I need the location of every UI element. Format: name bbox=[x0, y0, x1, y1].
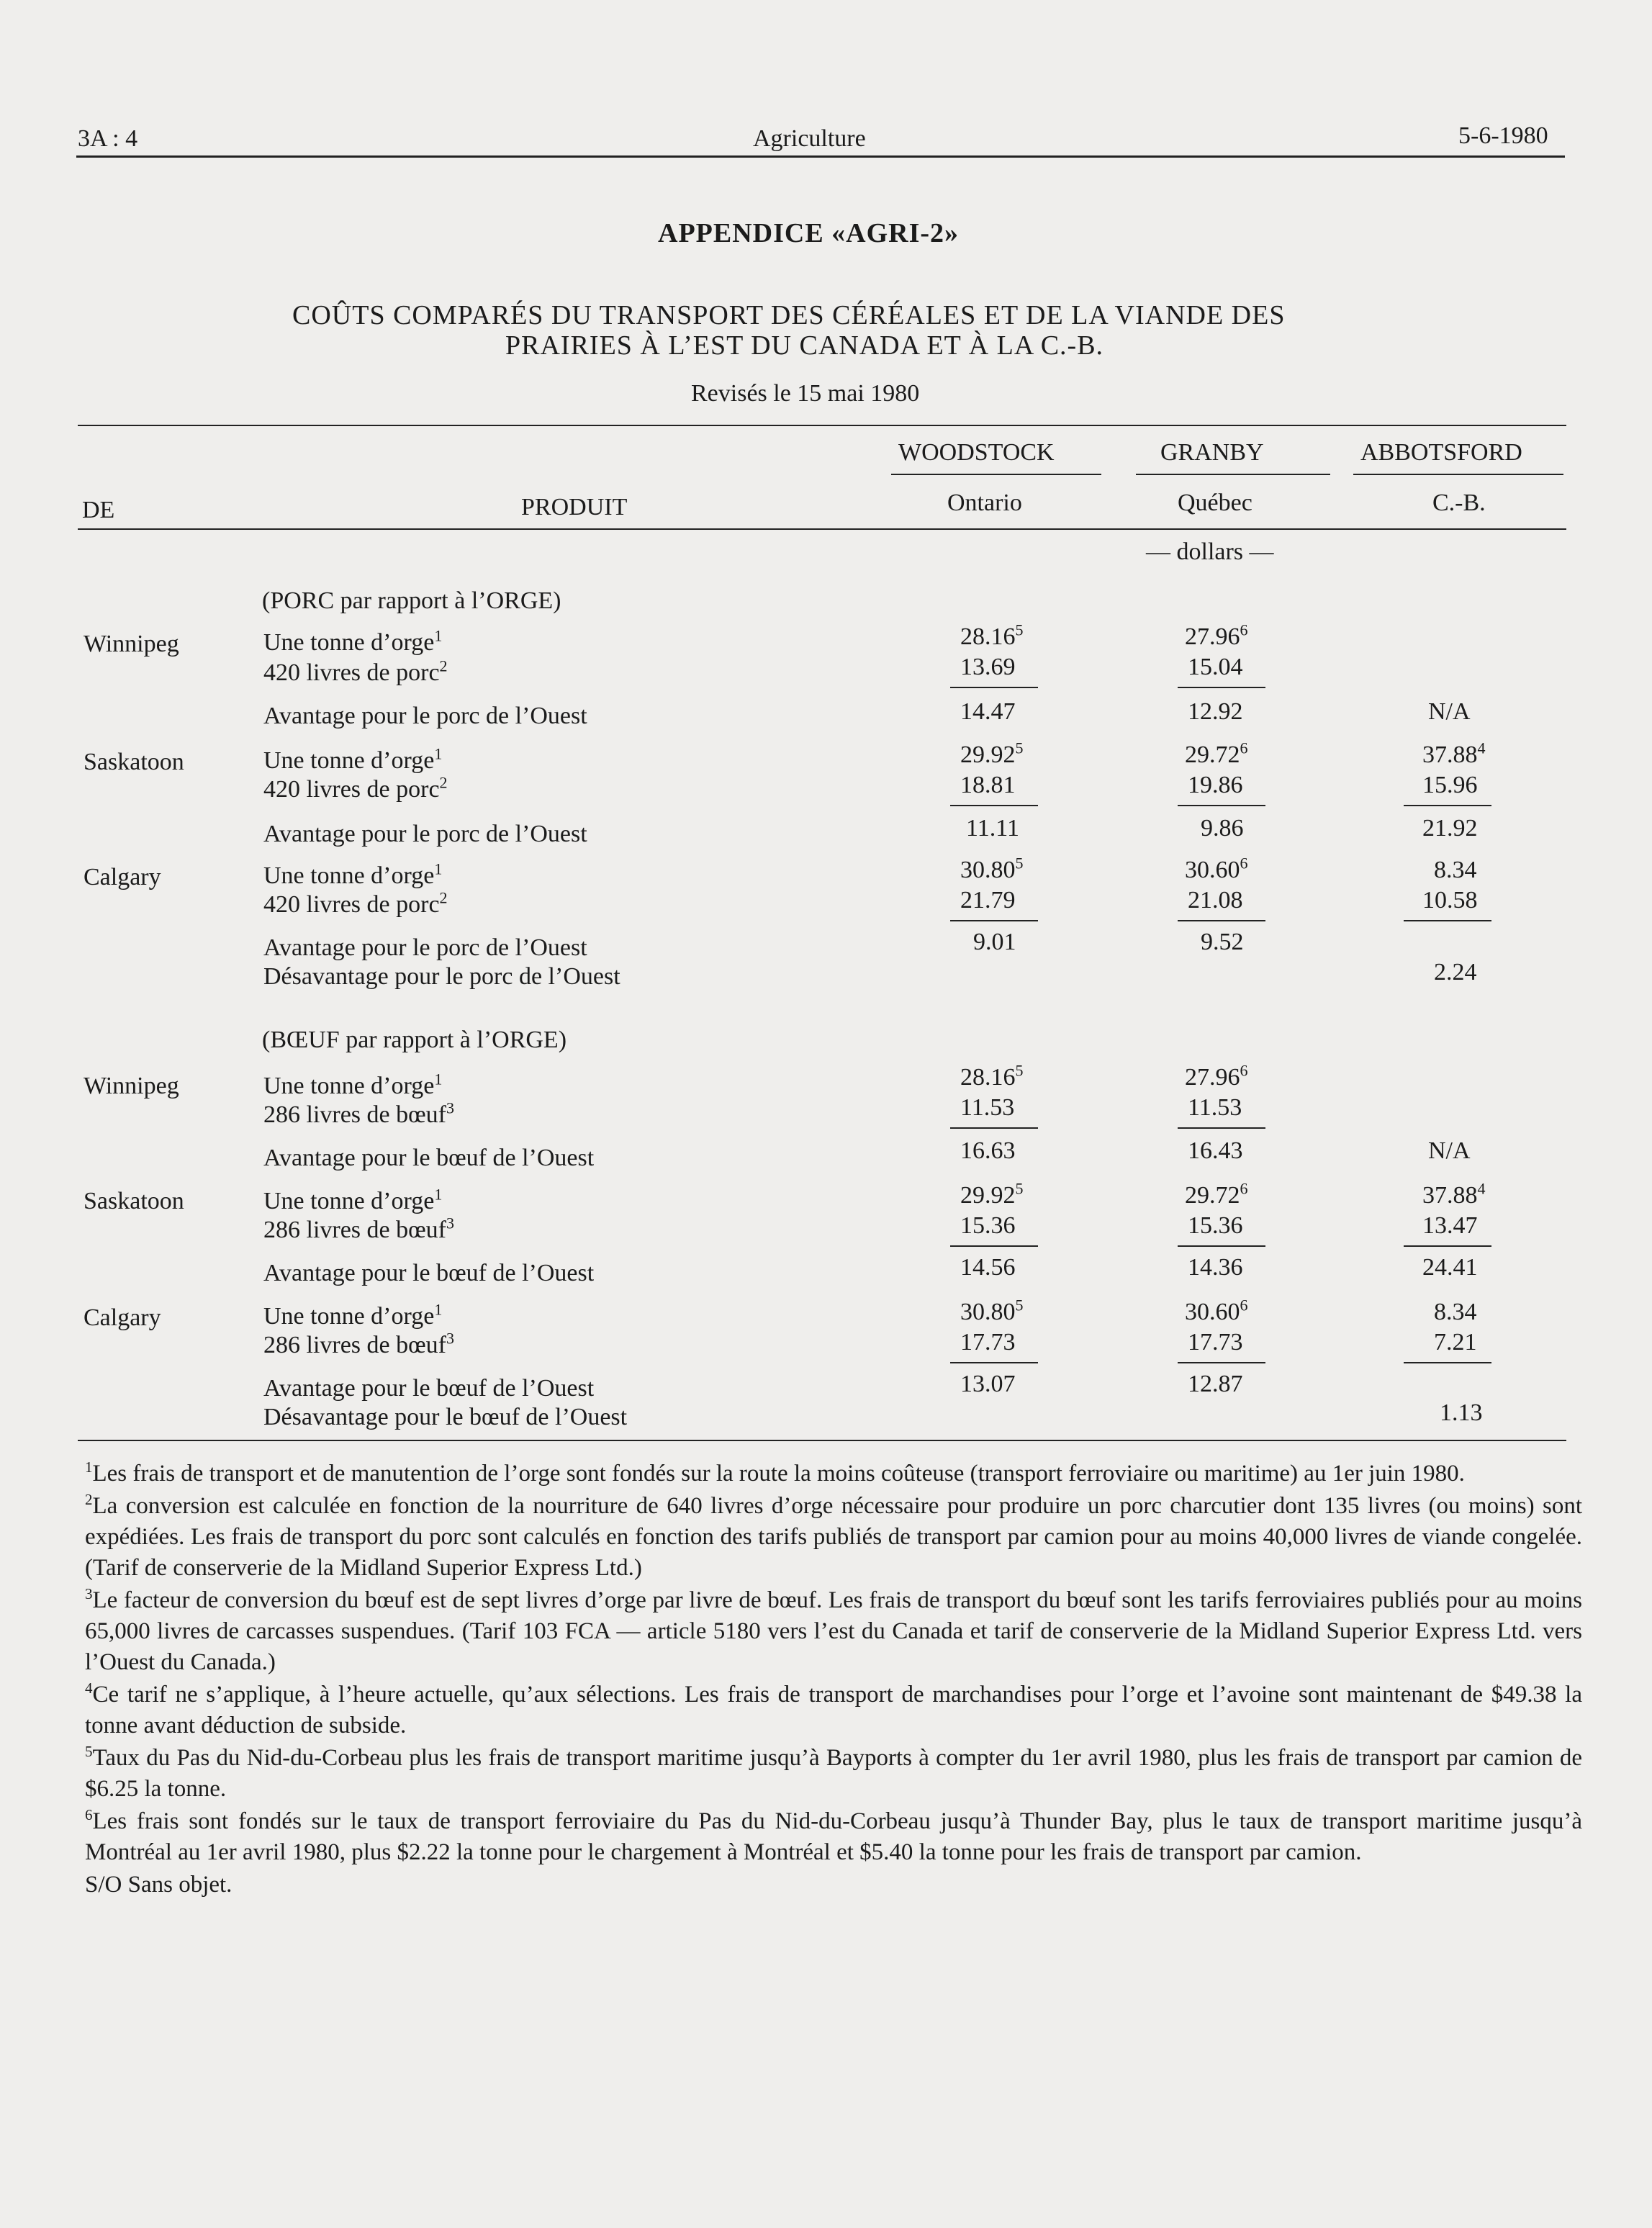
value-cell: 24.41 bbox=[1422, 1254, 1478, 1281]
granby-rule bbox=[1136, 474, 1330, 475]
sum-rule bbox=[1178, 920, 1265, 921]
unit-label: — dollars — bbox=[1146, 538, 1274, 565]
footnote-so: S/O Sans objet. bbox=[85, 1872, 233, 1898]
sum-rule bbox=[1178, 805, 1265, 806]
value-cell: 16.63 bbox=[960, 1137, 1016, 1164]
sum-rule bbox=[1178, 687, 1265, 688]
sum-rule bbox=[950, 1245, 1038, 1247]
product-orge: Une tonne d’orge$^1$ bbox=[263, 744, 443, 774]
advantage-boeuf: Avantage pour le bœuf de l’Ouest bbox=[263, 1260, 595, 1286]
header-rule bbox=[76, 155, 1565, 158]
origin-calgary: Calgary bbox=[83, 1304, 161, 1331]
sum-rule bbox=[950, 805, 1038, 806]
product-orge: Une tonne d’orge$^1$ bbox=[263, 1070, 443, 1099]
product-boeuf: 286 livres de bœuf$^3$ bbox=[263, 1099, 455, 1128]
value-cell: 28.16$^5$ bbox=[960, 621, 1024, 650]
value-cell: 30.80$^5$ bbox=[960, 1296, 1024, 1325]
advantage-porc: Avantage pour le porc de l’Ouest bbox=[263, 934, 587, 961]
footnote-3: $^3$Le facteur de conversion du bœuf est de sept livres d’orge par livre de bœuf. Les frais de transport du bœuf sont les tarifs ferroviaires publiés pour au moins 65,000 livres de carcasses suspendues. (Tarif 103 FCA — article 5180 vers l’est du Canada et tarif de conserverie de la Midland Superior Express Ltd. vers l’Ouest du Canada.) bbox=[85, 1585, 1582, 1675]
value-cell: 7.21 bbox=[1434, 1329, 1477, 1356]
sum-rule bbox=[1178, 1362, 1265, 1363]
col-produit: PRODUIT bbox=[521, 494, 628, 520]
woodstock-rule bbox=[891, 474, 1101, 475]
value-cell: 21.08 bbox=[1188, 887, 1243, 914]
disadvantage-porc: Désavantage pour le porc de l’Ouest bbox=[263, 963, 620, 990]
footnote-5: $^5$Taux du Pas du Nid-du-Corbeau plus les frais de transport maritime jusqu’à Bayports à compter du 1er avril 1980, plus les frais de transport par camion de $6.25 la tonne. bbox=[85, 1743, 1582, 1802]
value-cell: 8.34 bbox=[1434, 1299, 1477, 1325]
value-cell: 11.11 bbox=[966, 815, 1019, 842]
product-orge: Une tonne d’orge$^1$ bbox=[263, 1185, 443, 1214]
value-cell: 14.56 bbox=[960, 1254, 1016, 1281]
value-cell: 16.43 bbox=[1188, 1137, 1243, 1164]
footnotes bbox=[85, 1458, 1582, 1902]
origin-winnipeg: Winnipeg bbox=[83, 1073, 179, 1099]
table-bottom-rule bbox=[78, 1440, 1566, 1441]
table-title-line1: COÛTS COMPARÉS DU TRANSPORT DES CÉRÉALES ET DE LA VIANDE DES bbox=[292, 300, 1286, 330]
value-cell: 37.88$^4$ bbox=[1422, 739, 1486, 768]
value-cell: 17.73 bbox=[1188, 1329, 1243, 1356]
sum-rule bbox=[950, 920, 1038, 921]
sum-rule bbox=[1404, 920, 1491, 921]
product-orge: Une tonne d’orge$^1$ bbox=[263, 860, 443, 889]
page-date: 5-6-1980 bbox=[1458, 122, 1548, 149]
col-woodstock: WOODSTOCK bbox=[898, 439, 1055, 466]
product-porc: 420 livres de porc$^2$ bbox=[263, 657, 448, 686]
col-abbotsford: ABBOTSFORD bbox=[1360, 439, 1522, 466]
value-cell: 29.72$^6$ bbox=[1185, 739, 1248, 768]
sum-rule bbox=[1404, 1245, 1491, 1247]
value-cell: 21.79 bbox=[960, 887, 1016, 914]
advantage-boeuf: Avantage pour le bœuf de l’Ouest bbox=[263, 1145, 595, 1171]
value-cell: 29.92$^5$ bbox=[960, 739, 1024, 768]
value-cell: 30.80$^5$ bbox=[960, 854, 1024, 883]
product-orge: Une tonne d’orge$^1$ bbox=[263, 1300, 443, 1330]
value-cell: 37.88$^4$ bbox=[1422, 1179, 1486, 1209]
section-porc: (PORC par rapport à l’ORGE) bbox=[262, 587, 561, 614]
value-cell: 17.73 bbox=[960, 1329, 1016, 1356]
footnote-6: $^6$Les frais sont fondés sur le taux de transport ferroviaire du Pas du Nid-du-Corbeau jusqu’à Thunder Bay, plus le taux de transport maritime jusqu’à Montréal au 1er avril 1980, plus $2.22 la tonne pour le chargement à Montréal et $5.40 la tonne pour les frais de transport par camion. bbox=[85, 1806, 1582, 1865]
col-de: DE bbox=[82, 497, 115, 523]
origin-saskatoon: Saskatoon bbox=[83, 1188, 184, 1214]
table-title-line2: PRAIRIES À L’EST DU CANADA ET À LA C.-B. bbox=[505, 330, 1104, 361]
value-cell: 10.58 bbox=[1422, 887, 1478, 914]
value-cell: 14.47 bbox=[960, 698, 1016, 725]
value-cell: 28.16$^5$ bbox=[960, 1061, 1024, 1091]
sum-rule bbox=[950, 687, 1038, 688]
disadvantage-boeuf: Désavantage pour le bœuf de l’Ouest bbox=[263, 1404, 628, 1430]
value-cell: 15.36 bbox=[960, 1212, 1016, 1239]
value-cell: 13.07 bbox=[960, 1371, 1016, 1397]
value-cell: 15.36 bbox=[1188, 1212, 1243, 1239]
value-cell: 27.96$^6$ bbox=[1185, 621, 1248, 650]
value-cell: 29.72$^6$ bbox=[1185, 1179, 1248, 1209]
value-cell: 30.60$^6$ bbox=[1185, 854, 1248, 883]
value-cell: 15.04 bbox=[1188, 654, 1243, 680]
section-boeuf: (BŒUF par rapport à l’ORGE) bbox=[262, 1027, 567, 1053]
table-header-rule bbox=[78, 528, 1566, 530]
sum-rule bbox=[1404, 1362, 1491, 1363]
col-woodstock-province: Ontario bbox=[947, 490, 1022, 516]
page-number: 3A : 4 bbox=[78, 125, 138, 152]
value-cell: 9.52 bbox=[1201, 929, 1244, 955]
product-boeuf: 286 livres de bœuf$^3$ bbox=[263, 1329, 455, 1358]
col-abbotsford-province: C.-B. bbox=[1432, 490, 1486, 516]
value-cell: 14.36 bbox=[1188, 1254, 1243, 1281]
sum-rule bbox=[1404, 805, 1491, 806]
sum-rule bbox=[1178, 1245, 1265, 1247]
revision-date: Revisés le 15 mai 1980 bbox=[691, 380, 920, 407]
col-granby: GRANBY bbox=[1160, 439, 1264, 466]
abbotsford-rule bbox=[1353, 474, 1563, 475]
value-cell: 9.01 bbox=[973, 929, 1016, 955]
footnote-1: $^1$Les frais de transport et de manutention de l’orge sont fondés sur la route la moins coûteuse (transport ferroviaire ou maritime) au 1er juin 1980. bbox=[85, 1458, 1465, 1487]
value-cell: 19.86 bbox=[1188, 772, 1243, 798]
value-cell: N/A bbox=[1428, 698, 1471, 725]
product-porc: 420 livres de porc$^2$ bbox=[263, 888, 448, 918]
value-cell: 13.69 bbox=[960, 654, 1016, 680]
product-porc: 420 livres de porc$^2$ bbox=[263, 773, 448, 803]
sum-rule bbox=[950, 1362, 1038, 1363]
origin-winnipeg: Winnipeg bbox=[83, 631, 179, 657]
value-cell: 18.81 bbox=[960, 772, 1016, 798]
value-cell: 1.13 bbox=[1440, 1399, 1483, 1426]
sum-rule bbox=[950, 1127, 1038, 1129]
value-cell: 30.60$^6$ bbox=[1185, 1296, 1248, 1325]
value-cell: 12.87 bbox=[1188, 1371, 1243, 1397]
sum-rule bbox=[1178, 1127, 1265, 1129]
origin-saskatoon: Saskatoon bbox=[83, 749, 184, 775]
value-cell: 29.92$^5$ bbox=[960, 1179, 1024, 1209]
value-cell: 12.92 bbox=[1188, 698, 1243, 725]
advantage-boeuf: Avantage pour le bœuf de l’Ouest bbox=[263, 1375, 595, 1402]
value-cell: 11.53 bbox=[960, 1094, 1015, 1121]
footnote-2: $^2$La conversion est calculée en fonction de la nourriture de 640 livres d’orge nécessaire pour produire un porc charcutier dont 135 livres (ou moins) sont expédiées. Les frais de transport du porc sont calculés en fonction des tarifs publiés de transport par camion pour au moins 40,000 livres de viande congelée. (Tarif de conserverie de la Midland Superior Express Ltd.) bbox=[85, 1491, 1582, 1581]
product-boeuf: 286 livres de bœuf$^3$ bbox=[263, 1214, 455, 1243]
advantage-porc: Avantage pour le porc de l’Ouest bbox=[263, 703, 587, 729]
col-granby-province: Québec bbox=[1178, 490, 1252, 516]
value-cell: 27.96$^6$ bbox=[1185, 1061, 1248, 1091]
running-title: Agriculture bbox=[753, 125, 866, 152]
value-cell: N/A bbox=[1428, 1137, 1471, 1164]
product-orge: Une tonne d’orge$^1$ bbox=[263, 626, 443, 656]
advantage-porc: Avantage pour le porc de l’Ouest bbox=[263, 821, 587, 847]
value-cell: 21.92 bbox=[1422, 815, 1478, 842]
value-cell: 8.34 bbox=[1434, 857, 1477, 883]
value-cell: 11.53 bbox=[1188, 1094, 1242, 1121]
footnote-4: $^4$Ce tarif ne s’applique, à l’heure actuelle, qu’aux sélections. Les frais de transport de marchandises pour l’orge et l’avoine sont maintenant de $49.38 la tonne avant déduction de subside. bbox=[85, 1679, 1582, 1738]
value-cell: 2.24 bbox=[1434, 959, 1477, 986]
value-cell: 13.47 bbox=[1422, 1212, 1478, 1239]
appendix-title: APPENDICE «AGRI-2» bbox=[658, 218, 960, 248]
value-cell: 15.96 bbox=[1422, 772, 1478, 798]
value-cell: 9.86 bbox=[1201, 815, 1244, 842]
table-top-rule bbox=[78, 425, 1566, 426]
origin-calgary: Calgary bbox=[83, 864, 161, 890]
